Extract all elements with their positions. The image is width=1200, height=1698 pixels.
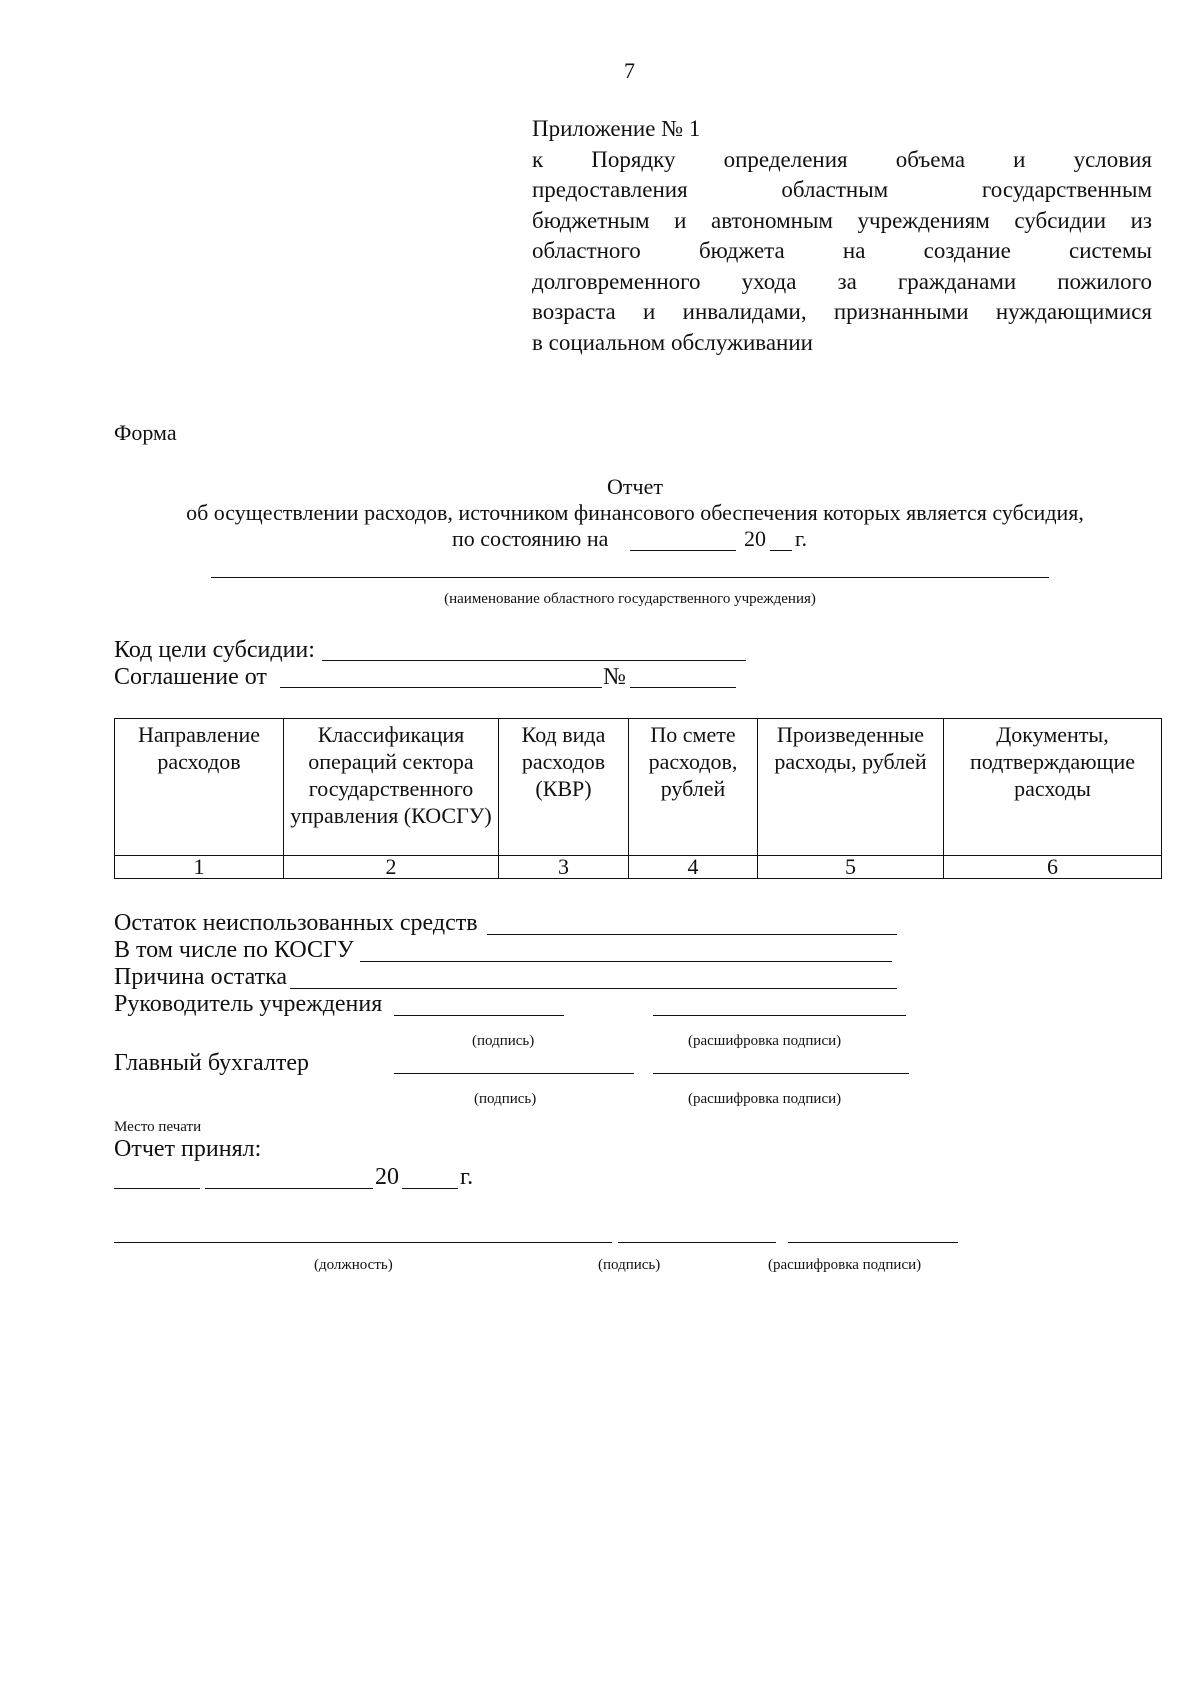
form-label: Форма [114, 420, 177, 445]
page-number: 7 [624, 58, 635, 83]
accepted-year-line[interactable] [402, 1188, 458, 1189]
kosgu-label: В том числе по КОСГУ [114, 937, 354, 963]
institution-name-line[interactable] [211, 577, 1049, 578]
report-year-prefix: 20 [744, 526, 766, 551]
table-number-cell: 3 [499, 856, 629, 879]
report-subtitle: об осуществлении расходов, источником финансового обеспечения которых является субсидия, [186, 500, 1084, 525]
report-date-blank[interactable] [630, 550, 736, 551]
table-header-cell: По смете расходов, рублей [629, 719, 758, 856]
head-decoding-caption: (расшифровка подписи) [688, 1033, 842, 1049]
remainder-label: Остаток неиспользованных средств [114, 910, 478, 936]
table-header-cell: Направление расходов [115, 719, 284, 856]
remainder-line[interactable] [487, 934, 897, 935]
head-signature-line[interactable] [394, 1015, 564, 1016]
report-date-prefix: по состоянию на [452, 526, 609, 551]
appendix-line: областного бюджета на создание системы [532, 238, 1152, 263]
accepted-label: Отчет принял: [114, 1136, 262, 1162]
table-header-cell: Классификация операций сектора государственного управления (КОСГУ) [284, 719, 499, 856]
accountant-signature-line[interactable] [394, 1073, 634, 1074]
table-number-cell: 6 [944, 856, 1162, 879]
table-number-row [115, 856, 1162, 879]
accepted-decoding-caption: (расшифровка подписи) [768, 1257, 922, 1273]
position-line[interactable] [114, 1242, 612, 1243]
agreement-number-line[interactable] [630, 687, 736, 688]
appendix-block [532, 114, 1152, 358]
accepted-day-line[interactable] [114, 1188, 200, 1189]
report-table [114, 718, 1162, 879]
appendix-line: в социальном обслуживании [532, 329, 813, 355]
head-decoding-line[interactable] [653, 1015, 906, 1016]
kosgu-line[interactable] [360, 961, 892, 962]
accountant-decoding-line[interactable] [653, 1073, 909, 1074]
head-signature-caption: (подпись) [472, 1033, 535, 1049]
appendix-line: долговременного ухода за гражданами пожилого [532, 268, 1152, 294]
seal-label: Место печати [114, 1119, 202, 1135]
accepted-year-suffix: г. [460, 1164, 474, 1190]
appendix-line: к Порядку определения объема и условия [532, 146, 1152, 172]
accountant-label: Главный бухгалтер [114, 1050, 309, 1076]
goal-code-label: Код цели субсидии: [114, 637, 315, 663]
accepted-signature-line[interactable] [618, 1242, 776, 1243]
report-title: Отчет [607, 474, 663, 499]
appendix-title: Приложение № 1 [532, 116, 701, 141]
head-label: Руководитель учреждения [114, 991, 383, 1017]
table-number-cell: 5 [758, 856, 944, 879]
accepted-month-line[interactable] [205, 1188, 373, 1189]
table-header-cell: Код вида расходов (КВР) [499, 719, 629, 856]
appendix-line: предоставления областным государственным [532, 177, 1152, 202]
number-sign: № [603, 664, 626, 690]
accountant-decoding-caption: (расшифровка подписи) [688, 1091, 842, 1107]
goal-code-line[interactable] [322, 660, 746, 661]
reason-label: Причина остатка [114, 964, 288, 990]
reason-line[interactable] [290, 988, 897, 989]
agreement-label: Соглашение от [114, 664, 267, 690]
appendix-line: бюджетным и автономным учреждениям субсидии из [532, 207, 1152, 233]
table-number-cell: 1 [115, 856, 284, 879]
accepted-decoding-line[interactable] [788, 1242, 958, 1243]
table-number-cell: 4 [629, 856, 758, 879]
accepted-signature-caption: (подпись) [598, 1257, 661, 1273]
accountant-signature-caption: (подпись) [474, 1091, 537, 1107]
table-header-cell: Произведенные расходы, рублей [758, 719, 944, 856]
agreement-date-line[interactable] [280, 687, 602, 688]
report-year-suffix: г. [795, 526, 808, 551]
table-header-row [115, 719, 1162, 856]
table-header-cell: Документы, подтверждающие расходы [944, 719, 1162, 856]
position-caption: (должность) [314, 1257, 393, 1273]
table-number-cell: 2 [284, 856, 499, 879]
institution-caption: (наименование областного государственного учреждения) [444, 591, 816, 607]
report-year-blank[interactable] [770, 550, 792, 551]
accepted-year-prefix: 20 [375, 1164, 399, 1190]
appendix-line: возраста и инвалидами, признанными нуждающимися [532, 299, 1152, 324]
